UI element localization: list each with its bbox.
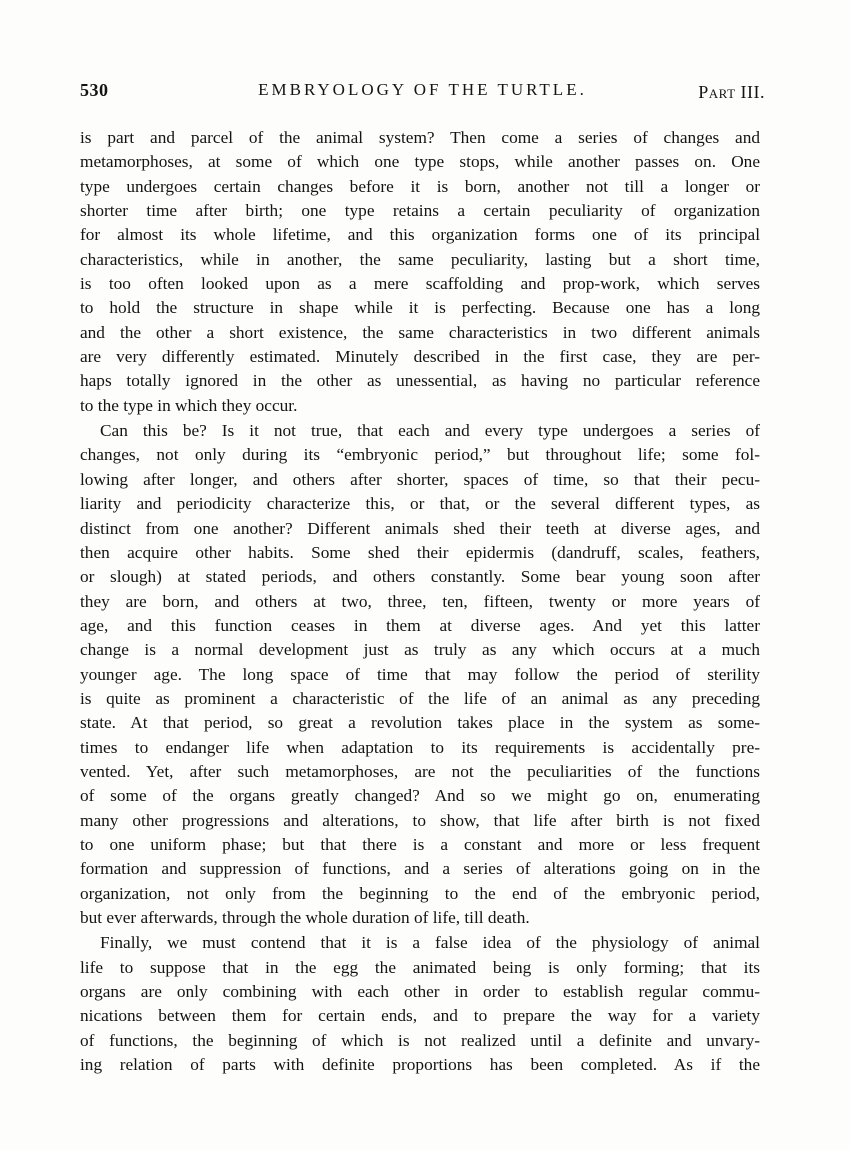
text-line: Finally, we must contend that it is a false idea of the physiology of animal	[100, 933, 760, 953]
body-text	[80, 126, 760, 1077]
text-line: vented. Yet, after such metamorphoses, are not the peculiarities of the functions	[80, 761, 760, 781]
running-title: EMBRYOLOGY OF THE TURTLE.	[258, 80, 587, 99]
text-line: to hold the structure in shape while it is perfecting. Because one has a long	[80, 298, 760, 318]
text-line: of functions, the beginning of which is not realized until a definite and unvary-	[80, 1030, 760, 1050]
text-line: distinct from one another? Different animals shed their teeth at diverse ages, and	[80, 518, 760, 538]
text-line: to the type in which they occur.	[80, 395, 298, 415]
text-line: younger age. The long space of time that may follow the period of sterility	[80, 664, 760, 684]
text-line: is quite as prominent a characteristic of the life of an animal as any preceding	[80, 688, 760, 708]
text-line: state. At that period, so great a revolution takes place in the system as some-	[80, 713, 760, 733]
text-line: haps totally ignored in the other as unessential, as having no particular reference	[80, 371, 760, 391]
text-line: organization, not only from the beginning to the end of the embryonic period,	[80, 883, 760, 903]
text-line: life to suppose that in the egg the animated being is only forming; that its	[80, 957, 760, 977]
text-line: change is a normal development just as truly as any which occurs at a much	[80, 640, 760, 660]
text-line: or slough) at stated periods, and others constantly. Some bear young soon after	[80, 567, 760, 587]
text-line: organs are only combining with each other in order to establish regular commu-	[80, 982, 760, 1002]
text-line: to one uniform phase; but that there is a constant and more or less frequent	[80, 834, 760, 854]
text-line: of some of the organs greatly changed? And so we might go on, enumerating	[80, 786, 760, 806]
paragraph	[80, 931, 760, 1077]
running-head	[80, 80, 765, 106]
text-line: formation and suppression of functions, and a series of alterations going on in the	[80, 859, 760, 879]
text-line: many other progressions and alterations, to show, that life after birth is not fixed	[80, 810, 760, 830]
text-line: liarity and periodicity characterize this, or that, or the several different types, as	[80, 494, 760, 514]
text-line: then acquire other habits. Some shed their epidermis (dandruff, scales, feathers,	[80, 542, 760, 562]
part-label: Part III.	[698, 82, 765, 102]
text-line: they are born, and others at two, three, ten, fifteen, twenty or more years of	[80, 591, 760, 611]
text-line: characteristics, while in another, the same peculiarity, lasting but a short time,	[80, 249, 760, 269]
text-line: changes, not only during its “embryonic period,” but throughout life; some fol-	[80, 445, 760, 465]
paragraph	[80, 419, 760, 930]
text-line: metamorphoses, at some of which one type stops, while another passes on. One	[80, 152, 760, 172]
text-line: ing relation of parts with definite proportions has been completed. As if the	[80, 1055, 760, 1075]
text-line: is too often looked upon as a mere scaffolding and prop-work, which serves	[80, 274, 760, 294]
text-line: but ever afterwards, through the whole duration of life, till death.	[80, 908, 530, 927]
text-line: are very differently estimated. Minutely described in the first case, they are per-	[80, 347, 760, 367]
text-line: Can this be? Is it not true, that each and every type undergoes a series of	[100, 421, 760, 441]
text-line: for almost its whole lifetime, and this organization forms one of its principal	[80, 225, 760, 245]
text-line: age, and this function ceases in them at diverse ages. And yet this latter	[80, 615, 760, 635]
text-line: and the other a short existence, the same characteristics in two different animals	[80, 322, 760, 342]
text-line: is part and parcel of the animal system? Then come a series of changes and	[80, 128, 760, 147]
text-line: nications between them for certain ends, and to prepare the way for a variety	[80, 1006, 760, 1026]
text-line: shorter time after birth; one type retains a certain peculiarity of organization	[80, 201, 760, 221]
paragraph	[80, 126, 760, 418]
text-line: type undergoes certain changes before it is born, another not till a longer or	[80, 176, 760, 196]
text-line: times to endanger life when adaptation to its requirements is accidentally pre-	[80, 737, 760, 757]
text-line: lowing after longer, and others after shorter, spaces of time, so that their pecu-	[80, 469, 760, 489]
page-number: 530	[80, 80, 109, 100]
